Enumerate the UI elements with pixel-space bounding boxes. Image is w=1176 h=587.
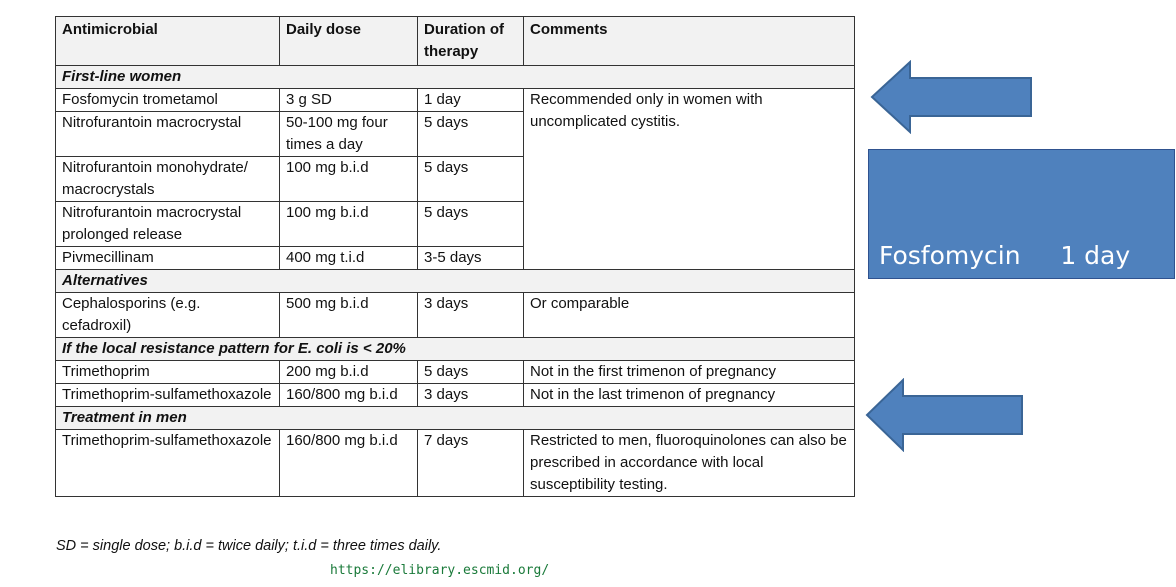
cell-duration: 3 days	[418, 293, 524, 338]
cell-antimicrobial: Trimethoprim	[56, 361, 280, 384]
cell-dose: 400 mg t.i.d	[280, 247, 418, 270]
section-title: If the local resistance pattern for E. coli is < 20%	[56, 338, 855, 361]
header-daily-dose: Daily dose	[280, 17, 418, 66]
cell-dose: 100 mg b.i.d	[280, 157, 418, 202]
cell-comment: Recommended only in women with uncomplicated cystitis.	[524, 89, 855, 270]
duration-summary-box	[868, 149, 1175, 504]
cell-dose: 50-100 mg four times a day	[280, 112, 418, 157]
source-link[interactable]: https://elibrary.escmid.org/	[330, 563, 550, 578]
table-row	[56, 89, 855, 112]
summary-line: Nitrofurantoin 5 days	[879, 475, 1145, 504]
cell-duration: 7 days	[418, 430, 524, 497]
cell-duration: 5 days	[418, 202, 524, 247]
summary-line: Fosfomycin 1 day	[879, 241, 1131, 270]
section-title: Treatment in men	[56, 407, 855, 430]
cell-antimicrobial: Nitrofurantoin macrocrystal	[56, 112, 280, 157]
cell-dose: 500 mg b.i.d	[280, 293, 418, 338]
section-title: Alternatives	[56, 270, 855, 293]
cell-dose: 200 mg b.i.d	[280, 361, 418, 384]
cell-antimicrobial: Fosfomycin trometamol	[56, 89, 280, 112]
section-title: First-line women	[56, 66, 855, 89]
section-header	[56, 270, 855, 293]
header-antimicrobial: Antimicrobial	[56, 17, 280, 66]
cell-antimicrobial: Nitrofurantoin macrocrystal prolonged release	[56, 202, 280, 247]
header-comments: Comments	[524, 17, 855, 66]
table-header-row	[56, 17, 855, 66]
cell-duration: 1 day	[418, 89, 524, 112]
cell-comment: Or comparable	[524, 293, 855, 338]
cell-dose: 3 g SD	[280, 89, 418, 112]
table-row	[56, 293, 855, 338]
section-header	[56, 66, 855, 89]
arrow-left-icon	[870, 60, 1035, 134]
cell-duration: 5 days	[418, 112, 524, 157]
antimicrobial-table	[55, 16, 855, 497]
summary-line: TMP/SMX 3 days	[879, 358, 1093, 387]
cell-comment: Not in the first trimenon of pregnancy	[524, 361, 855, 384]
cell-antimicrobial: Pivmecillinam	[56, 247, 280, 270]
cell-comment: Restricted to men, fluoroquinolones can also be prescribed in accordance with local susceptibility testing.	[524, 430, 855, 497]
cell-duration: 5 days	[418, 361, 524, 384]
cell-dose: 160/800 mg b.i.d	[280, 430, 418, 497]
cell-dose: 100 mg b.i.d	[280, 202, 418, 247]
section-header	[56, 407, 855, 430]
table-row	[56, 430, 855, 497]
cell-dose: 160/800 mg b.i.d	[280, 384, 418, 407]
cell-antimicrobial: Cephalosporins (e.g. cefadroxil)	[56, 293, 280, 338]
cell-comment: Not in the last trimenon of pregnancy	[524, 384, 855, 407]
table-footnote: SD = single dose; b.i.d = twice daily; t.i.d = three times daily.	[56, 538, 442, 554]
table-row	[56, 361, 855, 384]
cell-duration: 3 days	[418, 384, 524, 407]
cell-antimicrobial: Trimethoprim-sulfamethoxazole	[56, 430, 280, 497]
cell-antimicrobial: Nitrofurantoin monohydrate/ macrocrystals	[56, 157, 280, 202]
section-header	[56, 338, 855, 361]
cell-duration: 5 days	[418, 157, 524, 202]
table-row	[56, 384, 855, 407]
cell-antimicrobial: Trimethoprim-sulfamethoxazole	[56, 384, 280, 407]
cell-duration: 3-5 days	[418, 247, 524, 270]
header-duration: Duration of therapy	[418, 17, 524, 66]
